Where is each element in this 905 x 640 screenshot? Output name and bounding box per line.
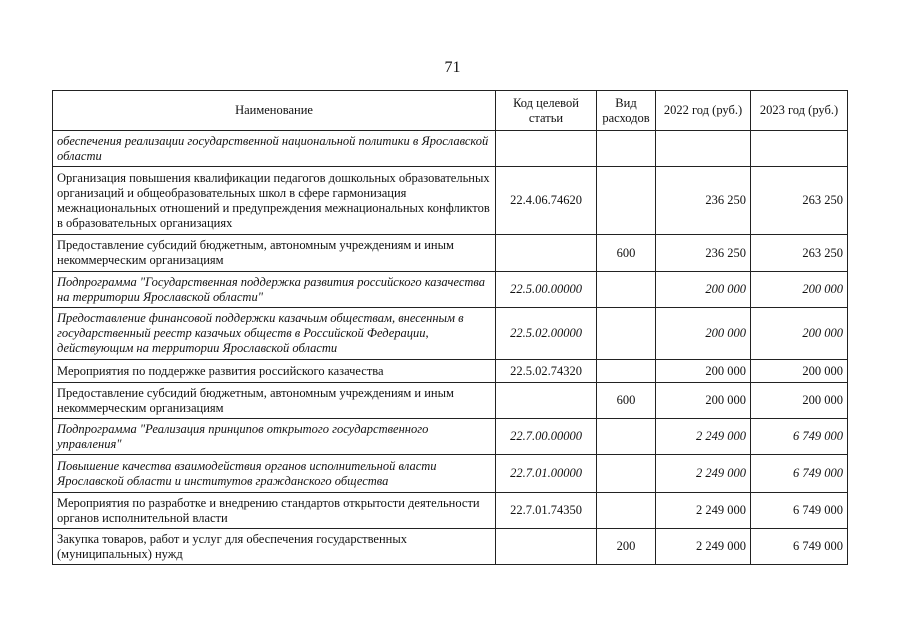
row-type-cell: 600: [597, 235, 656, 272]
row-2023-cell: [751, 131, 848, 167]
row-2023-cell: 200 000: [751, 360, 848, 383]
row-2023-cell: 263 250: [751, 235, 848, 272]
table-row: [53, 167, 848, 235]
row-name-cell: Закупка товаров, работ и услуг для обеспечения государственных (муниципальных) нужд: [53, 529, 496, 565]
row-2022-cell: 2 249 000: [656, 529, 751, 565]
row-2023-cell: 6 749 000: [751, 529, 848, 565]
row-name-cell: Мероприятия по поддержке развития российского казачества: [53, 360, 496, 383]
row-2022-cell: 200 000: [656, 308, 751, 360]
row-2023-cell: 263 250: [751, 167, 848, 235]
row-2023-cell: 200 000: [751, 383, 848, 419]
row-code-cell: [496, 529, 597, 565]
table-row: [53, 529, 848, 565]
page-number: 71: [444, 59, 461, 76]
row-type-cell: 200: [597, 529, 656, 565]
row-type-cell: [597, 493, 656, 529]
row-code-cell: 22.7.01.74350: [496, 493, 597, 529]
row-name-cell: Предоставление субсидий бюджетным, автономным учреждениям и иным некоммерческим организациям: [53, 383, 496, 419]
table-row: [53, 308, 848, 360]
row-name-cell: Подпрограмма "Реализация принципов открытого государственного управления": [53, 419, 496, 455]
row-name-cell: Организация повышения квалификации педагогов дошкольных образовательных организаций и общеобразовательных школ в сфере гармонизация межнациональных отношений и предупреждения межнациональных конфликтов в образовательных организациях: [53, 167, 496, 235]
row-code-cell: 22.5.02.74320: [496, 360, 597, 383]
row-type-cell: [597, 131, 656, 167]
row-name-cell: Подпрограмма "Государственная поддержка развития российского казачества на территории Ярославской области": [53, 272, 496, 308]
row-type-cell: [597, 167, 656, 235]
row-name-cell: обеспечения реализации государственной национальной политики в Ярославской области: [53, 131, 496, 167]
row-2022-cell: [656, 131, 751, 167]
row-type-cell: 600: [597, 383, 656, 419]
table-header-row: [53, 91, 848, 131]
row-2023-cell: 200 000: [751, 272, 848, 308]
row-2022-cell: 2 249 000: [656, 419, 751, 455]
row-code-cell: [496, 131, 597, 167]
row-name-cell: Предоставление субсидий бюджетным, автономным учреждениям и иным некоммерческим организациям: [53, 235, 496, 272]
row-2023-cell: 6 749 000: [751, 455, 848, 493]
row-2023-cell: 200 000: [751, 308, 848, 360]
row-2022-cell: 236 250: [656, 235, 751, 272]
header-name: Наименование: [53, 91, 496, 131]
table-row: [53, 131, 848, 167]
row-2022-cell: 2 249 000: [656, 493, 751, 529]
row-2022-cell: 236 250: [656, 167, 751, 235]
row-name-cell: Мероприятия по разработке и внедрению стандартов открытости деятельности органов исполнительной власти: [53, 493, 496, 529]
row-code-cell: [496, 235, 597, 272]
table-row: [53, 493, 848, 529]
row-type-cell: [597, 308, 656, 360]
table-row: [53, 272, 848, 308]
budget-table: [52, 90, 848, 565]
row-type-cell: [597, 272, 656, 308]
row-type-cell: [597, 419, 656, 455]
table-row: [53, 360, 848, 383]
row-type-cell: [597, 360, 656, 383]
row-2022-cell: 200 000: [656, 360, 751, 383]
header-code: Код целевой статьи: [496, 91, 597, 131]
row-name-cell: Предоставление финансовой поддержки казачьим обществам, внесенным в государственный реестр казачьих обществ в Российской Федерации, действующим на территории Ярославской области: [53, 308, 496, 360]
row-code-cell: 22.4.06.74620: [496, 167, 597, 235]
row-code-cell: 22.7.01.00000: [496, 455, 597, 493]
table-body: [53, 131, 848, 565]
header-2022: 2022 год (руб.): [656, 91, 751, 131]
row-code-cell: 22.5.00.00000: [496, 272, 597, 308]
row-2023-cell: 6 749 000: [751, 493, 848, 529]
row-2022-cell: 2 249 000: [656, 455, 751, 493]
table-row: [53, 235, 848, 272]
table-row: [53, 419, 848, 455]
header-2023: 2023 год (руб.): [751, 91, 848, 131]
table-row: [53, 455, 848, 493]
row-name-cell: Повышение качества взаимодействия органов исполнительной власти Ярославской области и институтов гражданского общества: [53, 455, 496, 493]
header-type: Вид расходов: [597, 91, 656, 131]
row-code-cell: 22.7.00.00000: [496, 419, 597, 455]
row-2023-cell: 6 749 000: [751, 419, 848, 455]
row-type-cell: [597, 455, 656, 493]
row-code-cell: 22.5.02.00000: [496, 308, 597, 360]
table-row: [53, 383, 848, 419]
row-2022-cell: 200 000: [656, 383, 751, 419]
row-code-cell: [496, 383, 597, 419]
row-2022-cell: 200 000: [656, 272, 751, 308]
